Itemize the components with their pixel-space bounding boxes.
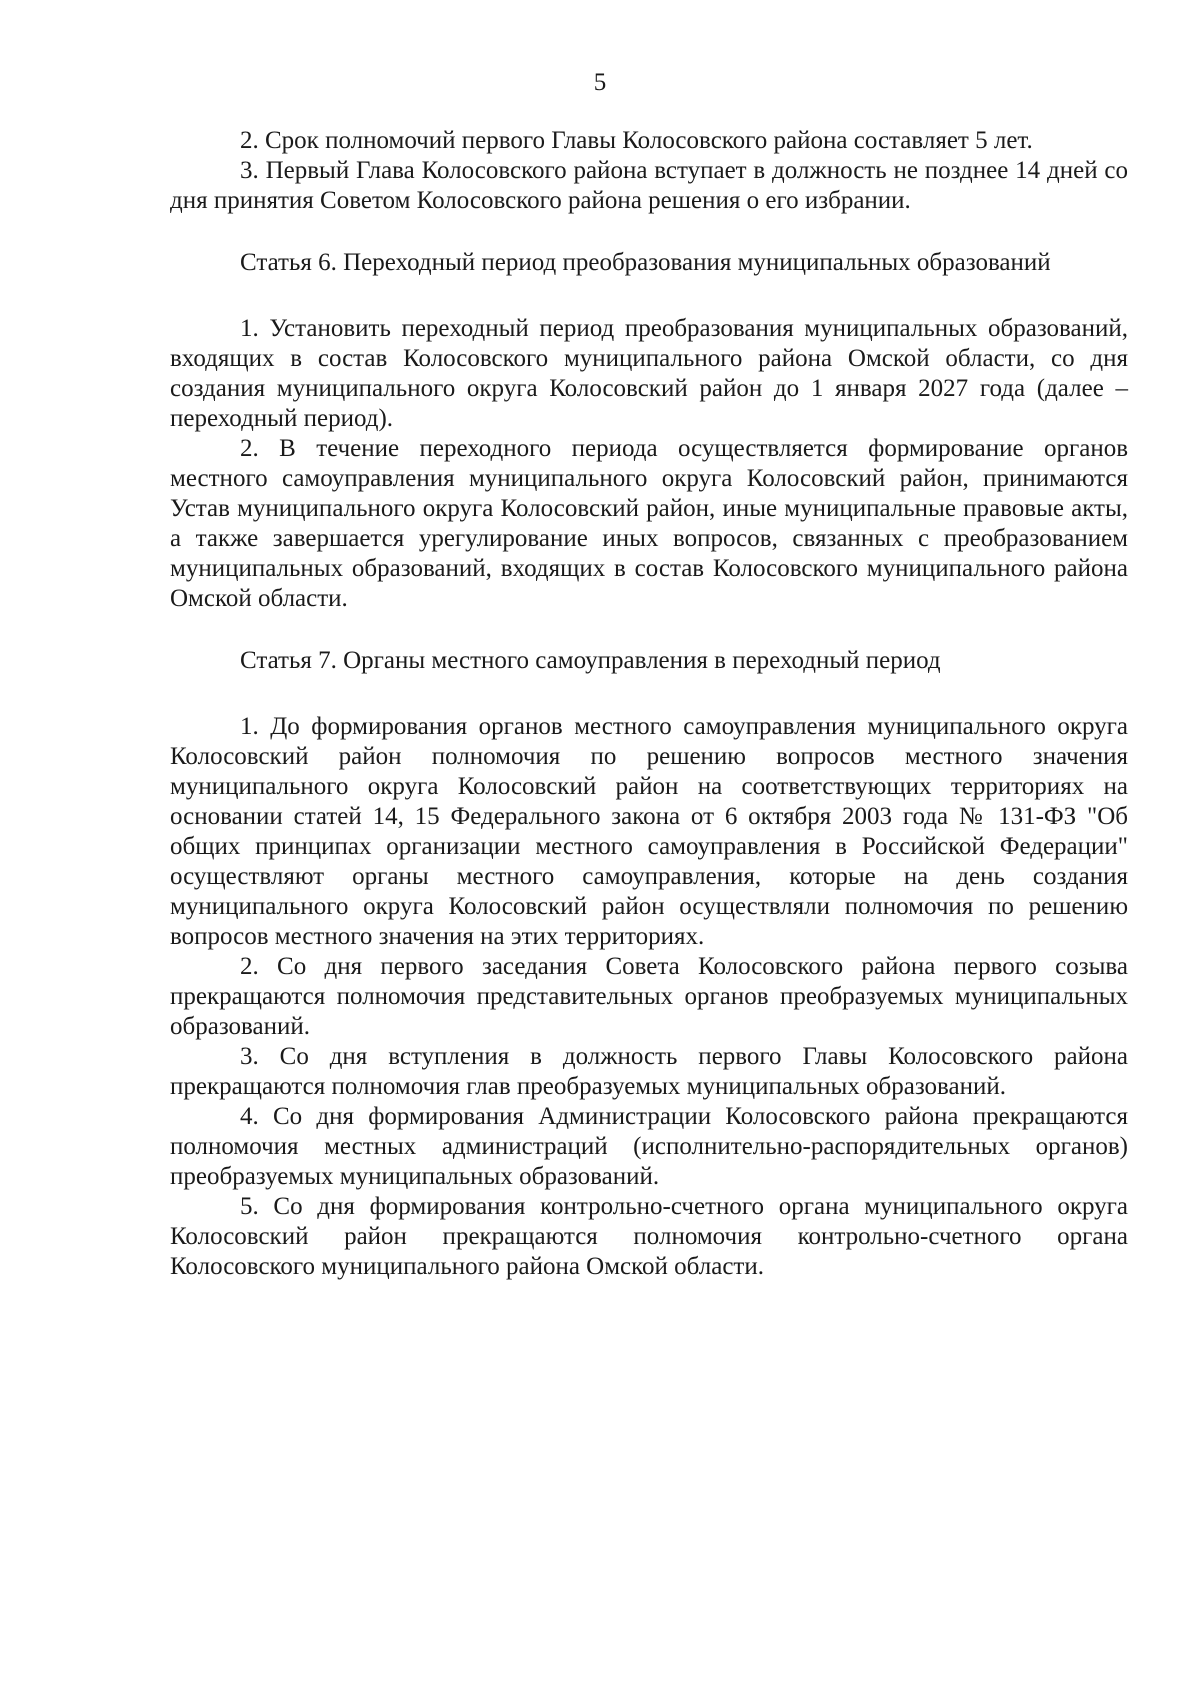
article-6-item-1: 1. Установить переходный период преобразования муниципальных образований, входящих в состав Колосовского муниципального района Омской области, со дня создания муниципального округа Колосовский район до 1 января 2027 года (далее – переходный период). bbox=[170, 315, 1128, 432]
article-7-item-4: 4. Со дня формирования Администрации Колосовского района прекращаются полномочия местных администраций (исполнительно-распорядительных органов) преобразуемых муниципальных образований. bbox=[170, 1103, 1128, 1190]
article-7-item-5: 5. Со дня формирования контрольно-счетного органа муниципального округа Колосовский район прекращаются полномочия контрольно-счетного органа Колосовского муниципального района Омской области. bbox=[170, 1193, 1128, 1280]
paragraph-term-of-office: 2. Срок полномочий первого Главы Колосовского района составляет 5 лет. bbox=[240, 127, 1033, 154]
article-7-heading: Статья 7. Органы местного самоуправления в переходный период bbox=[240, 647, 941, 674]
page-number: 5 bbox=[593, 69, 607, 96]
article-7-item-3: 3. Со дня вступления в должность первого Главы Колосовского района прекращаются полномочия глав преобразуемых муниципальных образований. bbox=[170, 1043, 1128, 1100]
article-6-item-2: 2. В течение переходного периода осуществляется формирование органов местного самоуправления муниципального округа Колосовский район, принимаются Устав муниципального округа Колосовский район, иные муниципальные правовые акты, а также завершается урегулирование иных вопросов, связанных с преобразованием муниципальных образований, входящих в состав Колосовского муниципального района Омской области. bbox=[170, 435, 1128, 612]
paragraph-assumption-of-office: 3. Первый Глава Колосовского района вступает в должность не позднее 14 дней со дня принятия Советом Колосовского района решения о его избрании. bbox=[170, 157, 1128, 214]
article-7-item-2: 2. Со дня первого заседания Совета Колосовского района первого созыва прекращаются полномочия представительных органов преобразуемых муниципальных образований. bbox=[170, 953, 1128, 1040]
article-6-heading: Статья 6. Переходный период преобразования муниципальных образований bbox=[240, 249, 1051, 276]
article-7-item-1: 1. До формирования органов местного самоуправления муниципального округа Колосовский район полномочия по решению вопросов местного значения муниципального округа Колосовский район на соответствующих территориях на основании статей 14, 15 Федерального закона от 6 октября 2003 года № 131-ФЗ "Об общих принципах организации местного самоуправления в Российской Федерации" осуществляют органы местного самоуправления, которые на день создания муниципального округа Колосовский район осуществляли полномочия по решению вопросов местного значения на этих территориях. bbox=[170, 713, 1128, 950]
document-body bbox=[170, 126, 1128, 1282]
